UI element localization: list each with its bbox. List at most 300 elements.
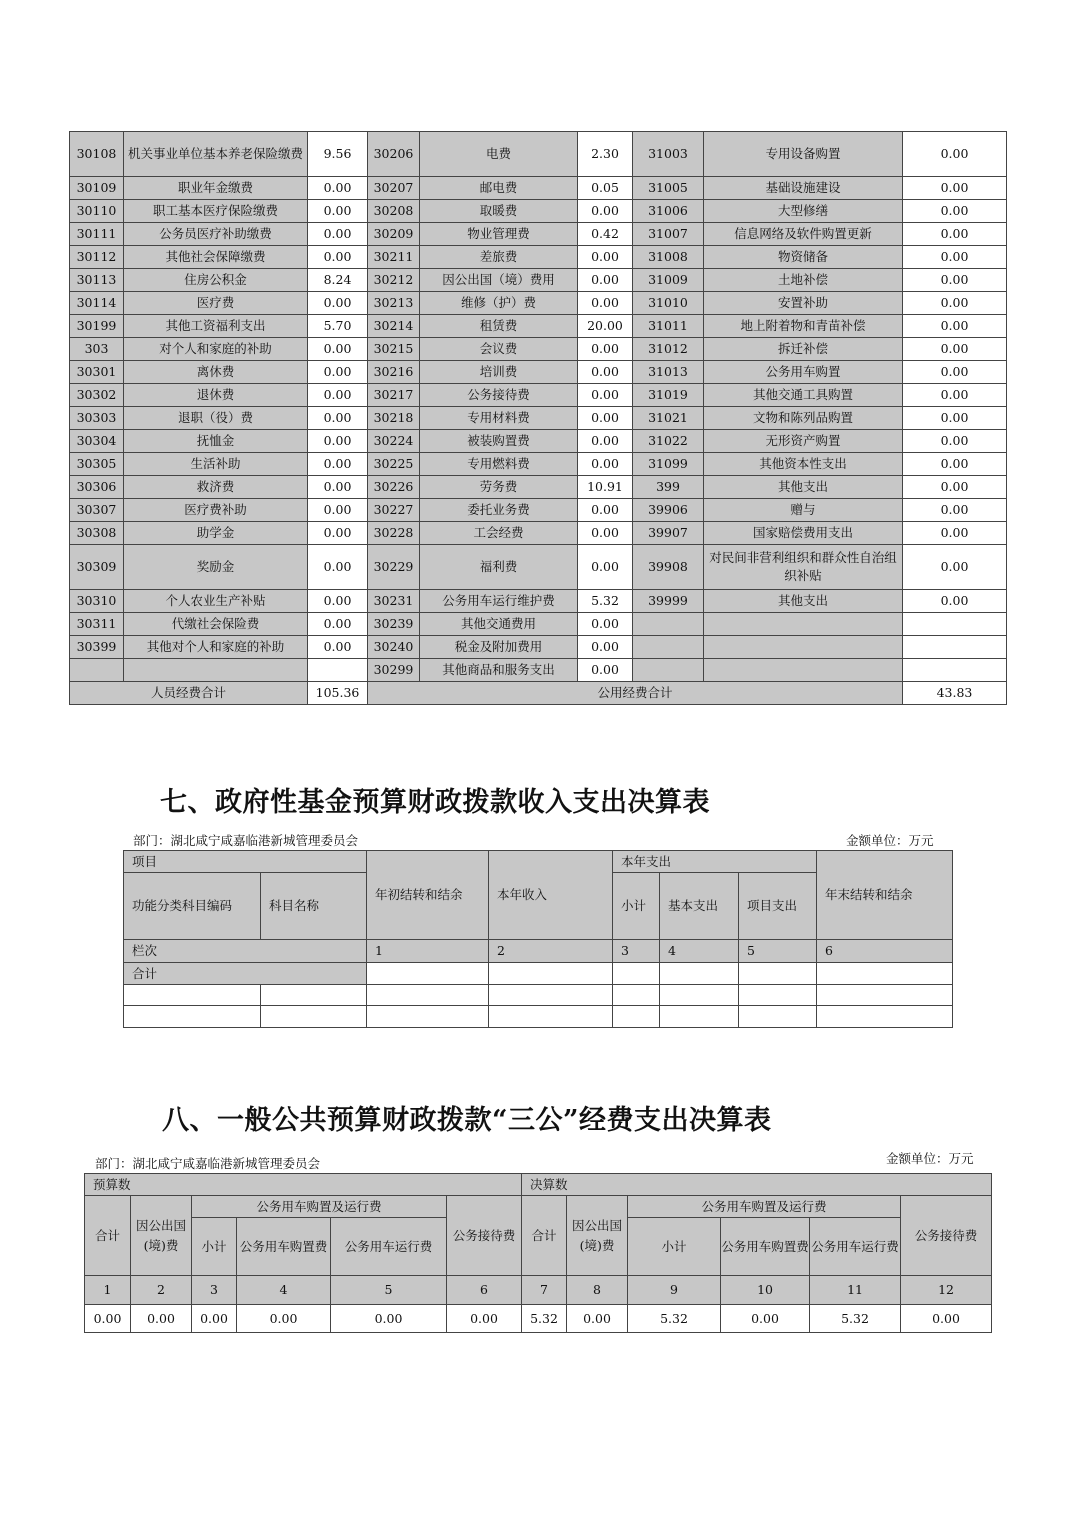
- name-b: 维修（护）费: [420, 292, 578, 315]
- name-c: 安置补助: [704, 292, 903, 315]
- table-row: [70, 177, 1007, 200]
- value-b: 0.00: [578, 545, 633, 590]
- h-subject-name: 科目名称: [261, 873, 367, 940]
- h-basic: 基本支出: [660, 873, 739, 940]
- table-row: [70, 132, 1007, 177]
- value-a: 0.00: [308, 292, 368, 315]
- value-a: 0.00: [308, 476, 368, 499]
- value-b: 0.00: [578, 384, 633, 407]
- name-c: 土地补偿: [704, 269, 903, 292]
- h-subtotal: 小计: [192, 1218, 237, 1276]
- value-c: 0.00: [903, 590, 1007, 613]
- basic-expenditure-table: [69, 131, 1007, 705]
- amount-cell: 0.00: [567, 1305, 628, 1333]
- code-c: [633, 613, 704, 636]
- code-c: 39999: [633, 590, 704, 613]
- name-b: 税金及附加费用: [420, 636, 578, 659]
- table-row: [70, 499, 1007, 522]
- value-c: 0.00: [903, 384, 1007, 407]
- value-a: 0.00: [308, 361, 368, 384]
- name-b: 福利费: [420, 545, 578, 590]
- code-c: 31099: [633, 453, 704, 476]
- code-b: 30228: [368, 522, 420, 545]
- value-c: 0.00: [903, 407, 1007, 430]
- value-c: 0.00: [903, 223, 1007, 246]
- value-b: 0.00: [578, 407, 633, 430]
- name-c: 地上附着物和青苗补偿: [704, 315, 903, 338]
- idx-3: 3: [613, 940, 660, 963]
- value-b: 0.00: [578, 292, 633, 315]
- code-c: 31006: [633, 200, 704, 223]
- name-a: 个人农业生产补贴: [124, 590, 308, 613]
- code-c: 31008: [633, 246, 704, 269]
- name-a: 机关事业单位基本养老保险缴费: [124, 132, 308, 177]
- value-b: 20.00: [578, 315, 633, 338]
- value-b: 0.00: [578, 200, 633, 223]
- value-a: 0.00: [308, 636, 368, 659]
- h-budget: 预算数: [85, 1174, 522, 1196]
- code-b: 30224: [368, 430, 420, 453]
- code-c: [633, 659, 704, 682]
- code-a: 30110: [70, 200, 124, 223]
- value-c: [903, 636, 1007, 659]
- code-a: 30308: [70, 522, 124, 545]
- table-row: [70, 269, 1007, 292]
- h-car-buy-final: 公务用车购置费: [721, 1218, 810, 1276]
- h-abroad: 因公出国(境)费: [131, 1196, 192, 1276]
- h-end: 年末结转和结余: [817, 851, 953, 940]
- idx-4: 4: [660, 940, 739, 963]
- empty-cell: [817, 963, 953, 985]
- value-a: 9.56: [308, 132, 368, 177]
- name-a: 奖励金: [124, 545, 308, 590]
- column-index: 10: [721, 1276, 810, 1305]
- name-c: 专用设备购置: [704, 132, 903, 177]
- personnel-total-value: 105.36: [308, 682, 368, 705]
- empty-cell: [739, 963, 817, 985]
- code-b: 30209: [368, 223, 420, 246]
- table-row: [70, 476, 1007, 499]
- code-a: 30303: [70, 407, 124, 430]
- value-b: 0.00: [578, 659, 633, 682]
- section7-title: 七、政府性基金预算财政拨款收入支出决算表: [160, 787, 710, 818]
- value-c: 0.00: [903, 315, 1007, 338]
- h-expense: 本年支出: [613, 851, 817, 873]
- section7-unit: 金额单位：万元: [846, 833, 934, 848]
- value-c: [903, 613, 1007, 636]
- value-c: [903, 659, 1007, 682]
- table-row: [70, 200, 1007, 223]
- table-row: [70, 659, 1007, 682]
- name-b: 会议费: [420, 338, 578, 361]
- name-c: 公务用车购置: [704, 361, 903, 384]
- name-b: 被装购置费: [420, 430, 578, 453]
- code-b: 30215: [368, 338, 420, 361]
- code-c: [633, 636, 704, 659]
- name-c: 大型修缮: [704, 200, 903, 223]
- table-row: [70, 384, 1007, 407]
- value-b: 2.30: [578, 132, 633, 177]
- name-a: 生活补助: [124, 453, 308, 476]
- basic-expenditure-rows: [70, 132, 1007, 682]
- name-a: 医疗费补助: [124, 499, 308, 522]
- name-c: 文物和陈列品购置: [704, 407, 903, 430]
- name-a: 退职（役）费: [124, 407, 308, 430]
- table-row: [70, 315, 1007, 338]
- code-b: 30225: [368, 453, 420, 476]
- column-index: 5: [331, 1276, 447, 1305]
- amount-cell: 0.00: [721, 1305, 810, 1333]
- name-a: 住房公积金: [124, 269, 308, 292]
- name-b: 公务用车运行维护费: [420, 590, 578, 613]
- empty-cell: [739, 1006, 817, 1028]
- name-a: 对个人和家庭的补助: [124, 338, 308, 361]
- section7-dept: 部门：湖北咸宁咸嘉临港新城管理委员会: [133, 833, 359, 848]
- code-b: 30208: [368, 200, 420, 223]
- empty-cell: [367, 985, 489, 1006]
- amount-cell: 5.32: [522, 1305, 567, 1333]
- value-b: 0.00: [578, 613, 633, 636]
- name-a: 助学金: [124, 522, 308, 545]
- code-a: 30309: [70, 545, 124, 590]
- code-b: 30206: [368, 132, 420, 177]
- name-a: 职业年金缴费: [124, 177, 308, 200]
- name-c: [704, 659, 903, 682]
- value-a: 0.00: [308, 246, 368, 269]
- code-a: 30111: [70, 223, 124, 246]
- value-b: 0.00: [578, 361, 633, 384]
- table-row: [70, 223, 1007, 246]
- empty-cell: [489, 1006, 613, 1028]
- idx-5: 5: [739, 940, 817, 963]
- value-b: 0.00: [578, 522, 633, 545]
- idx-6: 6: [817, 940, 953, 963]
- empty-cell: [489, 985, 613, 1006]
- name-c: [704, 613, 903, 636]
- name-b: 其他商品和服务支出: [420, 659, 578, 682]
- value-c: 0.00: [903, 269, 1007, 292]
- value-a: 0.00: [308, 522, 368, 545]
- column-index: 6: [447, 1276, 522, 1305]
- name-a: 其他工资福利支出: [124, 315, 308, 338]
- empty-cell: [124, 1006, 261, 1028]
- value-a: 0.00: [308, 177, 368, 200]
- code-c: 31010: [633, 292, 704, 315]
- value-a: 0.00: [308, 499, 368, 522]
- table-row: [70, 636, 1007, 659]
- value-c: 0.00: [903, 338, 1007, 361]
- value-a: [308, 659, 368, 682]
- code-a: 30113: [70, 269, 124, 292]
- name-b: 差旅费: [420, 246, 578, 269]
- name-c: 其他资本性支出: [704, 453, 903, 476]
- value-b: 0.00: [578, 338, 633, 361]
- h-reception-final: 公务接待费: [901, 1196, 992, 1276]
- h-car-buy: 公务用车购置费: [237, 1218, 331, 1276]
- table-row: [70, 361, 1007, 384]
- code-a: 30199: [70, 315, 124, 338]
- value-c: 0.00: [903, 453, 1007, 476]
- value-c: 0.00: [903, 292, 1007, 315]
- name-a: 职工基本医疗保险缴费: [124, 200, 308, 223]
- code-b: 30213: [368, 292, 420, 315]
- values-row: [85, 1305, 992, 1333]
- empty-cell: [489, 963, 613, 985]
- table-row: [70, 545, 1007, 590]
- name-b: 邮电费: [420, 177, 578, 200]
- value-c: 0.00: [903, 545, 1007, 590]
- table-row: [70, 338, 1007, 361]
- code-b: 30218: [368, 407, 420, 430]
- h-abroad-final: 因公出国(境)费: [567, 1196, 628, 1276]
- code-b: 30226: [368, 476, 420, 499]
- name-c: 其他交通工具购置: [704, 384, 903, 407]
- value-c: 0.00: [903, 361, 1007, 384]
- h-reception: 公务接待费: [447, 1196, 522, 1276]
- name-b: 其他交通费用: [420, 613, 578, 636]
- total-row: [70, 682, 1007, 705]
- code-a: 303: [70, 338, 124, 361]
- table-row: [70, 453, 1007, 476]
- name-b: 取暖费: [420, 200, 578, 223]
- code-c: 31011: [633, 315, 704, 338]
- row-index-label: 栏次: [124, 940, 367, 963]
- value-b: 0.00: [578, 269, 633, 292]
- code-a: 30305: [70, 453, 124, 476]
- empty-cell: [613, 1006, 660, 1028]
- code-b: 30227: [368, 499, 420, 522]
- name-b: 劳务费: [420, 476, 578, 499]
- empty-cell: [660, 985, 739, 1006]
- code-c: 31005: [633, 177, 704, 200]
- value-a: 0.00: [308, 590, 368, 613]
- name-b: 专用燃料费: [420, 453, 578, 476]
- index-row: [85, 1276, 992, 1305]
- empty-cell: [261, 985, 367, 1006]
- name-a: 医疗费: [124, 292, 308, 315]
- code-c: 31019: [633, 384, 704, 407]
- code-c: 39908: [633, 545, 704, 590]
- value-b: 0.00: [578, 246, 633, 269]
- value-c: 0.00: [903, 246, 1007, 269]
- code-a: 30302: [70, 384, 124, 407]
- code-a: 30310: [70, 590, 124, 613]
- section8-dept: 部门：湖北咸宁咸嘉临港新城管理委员会: [95, 1156, 321, 1171]
- table-row: [70, 522, 1007, 545]
- code-c: 31021: [633, 407, 704, 430]
- code-b: 30212: [368, 269, 420, 292]
- three-public-table: [84, 1173, 992, 1333]
- column-index: 3: [192, 1276, 237, 1305]
- empty-cell: [367, 1006, 489, 1028]
- code-c: 39906: [633, 499, 704, 522]
- empty-cell: [739, 985, 817, 1006]
- code-a: 30306: [70, 476, 124, 499]
- column-index: 7: [522, 1276, 567, 1305]
- value-c: 0.00: [903, 200, 1007, 223]
- code-c: 31009: [633, 269, 704, 292]
- name-c: 对民间非营利组织和群众性自治组织补贴: [704, 545, 903, 590]
- name-b: 委托业务费: [420, 499, 578, 522]
- table-row: [70, 613, 1007, 636]
- column-index: 9: [628, 1276, 721, 1305]
- value-a: 0.00: [308, 384, 368, 407]
- name-b: 培训费: [420, 361, 578, 384]
- code-b: 30299: [368, 659, 420, 682]
- table-row: [70, 246, 1007, 269]
- name-b: 工会经费: [420, 522, 578, 545]
- code-a: 30114: [70, 292, 124, 315]
- code-c: 31003: [633, 132, 704, 177]
- value-b: 0.00: [578, 499, 633, 522]
- name-c: [704, 636, 903, 659]
- h-total-final: 合计: [522, 1196, 567, 1276]
- public-total-label: 公用经费合计: [368, 682, 903, 705]
- code-c: 31022: [633, 430, 704, 453]
- name-c: 国家赔偿费用支出: [704, 522, 903, 545]
- value-a: 0.00: [308, 545, 368, 590]
- name-a: 抚恤金: [124, 430, 308, 453]
- amount-cell: 0.00: [447, 1305, 522, 1333]
- empty-cell: [613, 985, 660, 1006]
- code-c: 399: [633, 476, 704, 499]
- code-b: 30231: [368, 590, 420, 613]
- name-a: 公务员医疗补助缴费: [124, 223, 308, 246]
- amount-cell: 0.00: [85, 1305, 131, 1333]
- name-c: 信息网络及软件购置更新: [704, 223, 903, 246]
- amount-cell: 0.00: [331, 1305, 447, 1333]
- amount-cell: 0.00: [192, 1305, 237, 1333]
- name-b: 物业管理费: [420, 223, 578, 246]
- value-a: 0.00: [308, 407, 368, 430]
- h-income: 本年收入: [489, 851, 613, 940]
- value-b: 5.32: [578, 590, 633, 613]
- amount-cell: 5.32: [810, 1305, 901, 1333]
- column-index: 11: [810, 1276, 901, 1305]
- column-index: 2: [131, 1276, 192, 1305]
- empty-cell: [261, 1006, 367, 1028]
- name-b: 租赁费: [420, 315, 578, 338]
- h-final: 决算数: [522, 1174, 992, 1196]
- section8-title: 八、一般公共预算财政拨款“三公”经费支出决算表: [162, 1105, 772, 1136]
- h-car: 公务用车购置及运行费: [192, 1196, 447, 1218]
- code-a: 30307: [70, 499, 124, 522]
- code-a: [70, 659, 124, 682]
- value-a: 0.00: [308, 338, 368, 361]
- name-a: 其他社会保障缴费: [124, 246, 308, 269]
- name-c: 物资储备: [704, 246, 903, 269]
- table-row: [70, 292, 1007, 315]
- code-c: 31007: [633, 223, 704, 246]
- value-b: 0.00: [578, 430, 633, 453]
- name-a: 离休费: [124, 361, 308, 384]
- code-c: 39907: [633, 522, 704, 545]
- column-index: 1: [85, 1276, 131, 1305]
- h-project-exp: 项目支出: [739, 873, 817, 940]
- name-a: 救济费: [124, 476, 308, 499]
- table-row: [70, 430, 1007, 453]
- name-a: 其他对个人和家庭的补助: [124, 636, 308, 659]
- value-a: 0.00: [308, 223, 368, 246]
- empty-cell: [817, 1006, 953, 1028]
- h-car-run-final: 公务用车运行费: [810, 1218, 901, 1276]
- table-row: [70, 590, 1007, 613]
- value-a: 5.70: [308, 315, 368, 338]
- amount-cell: 0.00: [131, 1305, 192, 1333]
- code-a: 30301: [70, 361, 124, 384]
- value-c: 0.00: [903, 476, 1007, 499]
- h-subtotal-final: 小计: [628, 1218, 721, 1276]
- name-c: 其他支出: [704, 590, 903, 613]
- total-label: 合计: [124, 963, 367, 985]
- idx-1: 1: [367, 940, 489, 963]
- code-b: 30214: [368, 315, 420, 338]
- name-b: 专用材料费: [420, 407, 578, 430]
- column-index: 12: [901, 1276, 992, 1305]
- name-b: 公务接待费: [420, 384, 578, 407]
- amount-cell: 0.00: [901, 1305, 992, 1333]
- table-row: [70, 407, 1007, 430]
- h-car-run: 公务用车运行费: [331, 1218, 447, 1276]
- code-a: 30112: [70, 246, 124, 269]
- section8-unit: 金额单位：万元: [886, 1151, 974, 1166]
- value-c: 0.00: [903, 430, 1007, 453]
- name-a: 代缴社会保险费: [124, 613, 308, 636]
- name-a: 退休费: [124, 384, 308, 407]
- value-a: 0.00: [308, 453, 368, 476]
- value-c: 0.00: [903, 177, 1007, 200]
- h-project: 项目: [124, 851, 367, 873]
- column-index: 4: [237, 1276, 331, 1305]
- h-begin: 年初结转和结余: [367, 851, 489, 940]
- code-a: 30304: [70, 430, 124, 453]
- code-b: 30240: [368, 636, 420, 659]
- empty-cell: [367, 963, 489, 985]
- code-c: 31012: [633, 338, 704, 361]
- amount-cell: 0.00: [237, 1305, 331, 1333]
- value-c: 0.00: [903, 132, 1007, 177]
- name-b: 因公出国（境）费用: [420, 269, 578, 292]
- personnel-total-label: 人员经费合计: [70, 682, 308, 705]
- public-total-value: 43.83: [903, 682, 1007, 705]
- code-b: 30217: [368, 384, 420, 407]
- value-c: 0.00: [903, 499, 1007, 522]
- value-b: 0.00: [578, 636, 633, 659]
- code-b: 30216: [368, 361, 420, 384]
- value-b: 0.42: [578, 223, 633, 246]
- code-b: 30239: [368, 613, 420, 636]
- empty-cell: [660, 963, 739, 985]
- empty-cell: [124, 985, 261, 1006]
- value-b: 0.00: [578, 453, 633, 476]
- name-b: 电费: [420, 132, 578, 177]
- code-a: 30109: [70, 177, 124, 200]
- idx-2: 2: [489, 940, 613, 963]
- value-a: 0.00: [308, 430, 368, 453]
- name-c: 赠与: [704, 499, 903, 522]
- h-subtotal: 小计: [613, 873, 660, 940]
- code-b: 30207: [368, 177, 420, 200]
- code-b: 30229: [368, 545, 420, 590]
- code-c: 31013: [633, 361, 704, 384]
- name-c: 基础设施建设: [704, 177, 903, 200]
- gov-fund-table: [123, 850, 953, 1028]
- empty-cell: [817, 985, 953, 1006]
- name-c: 无形资产购置: [704, 430, 903, 453]
- empty-cell: [660, 1006, 739, 1028]
- h-func-code: 功能分类科目编码: [124, 873, 261, 940]
- value-b: 0.05: [578, 177, 633, 200]
